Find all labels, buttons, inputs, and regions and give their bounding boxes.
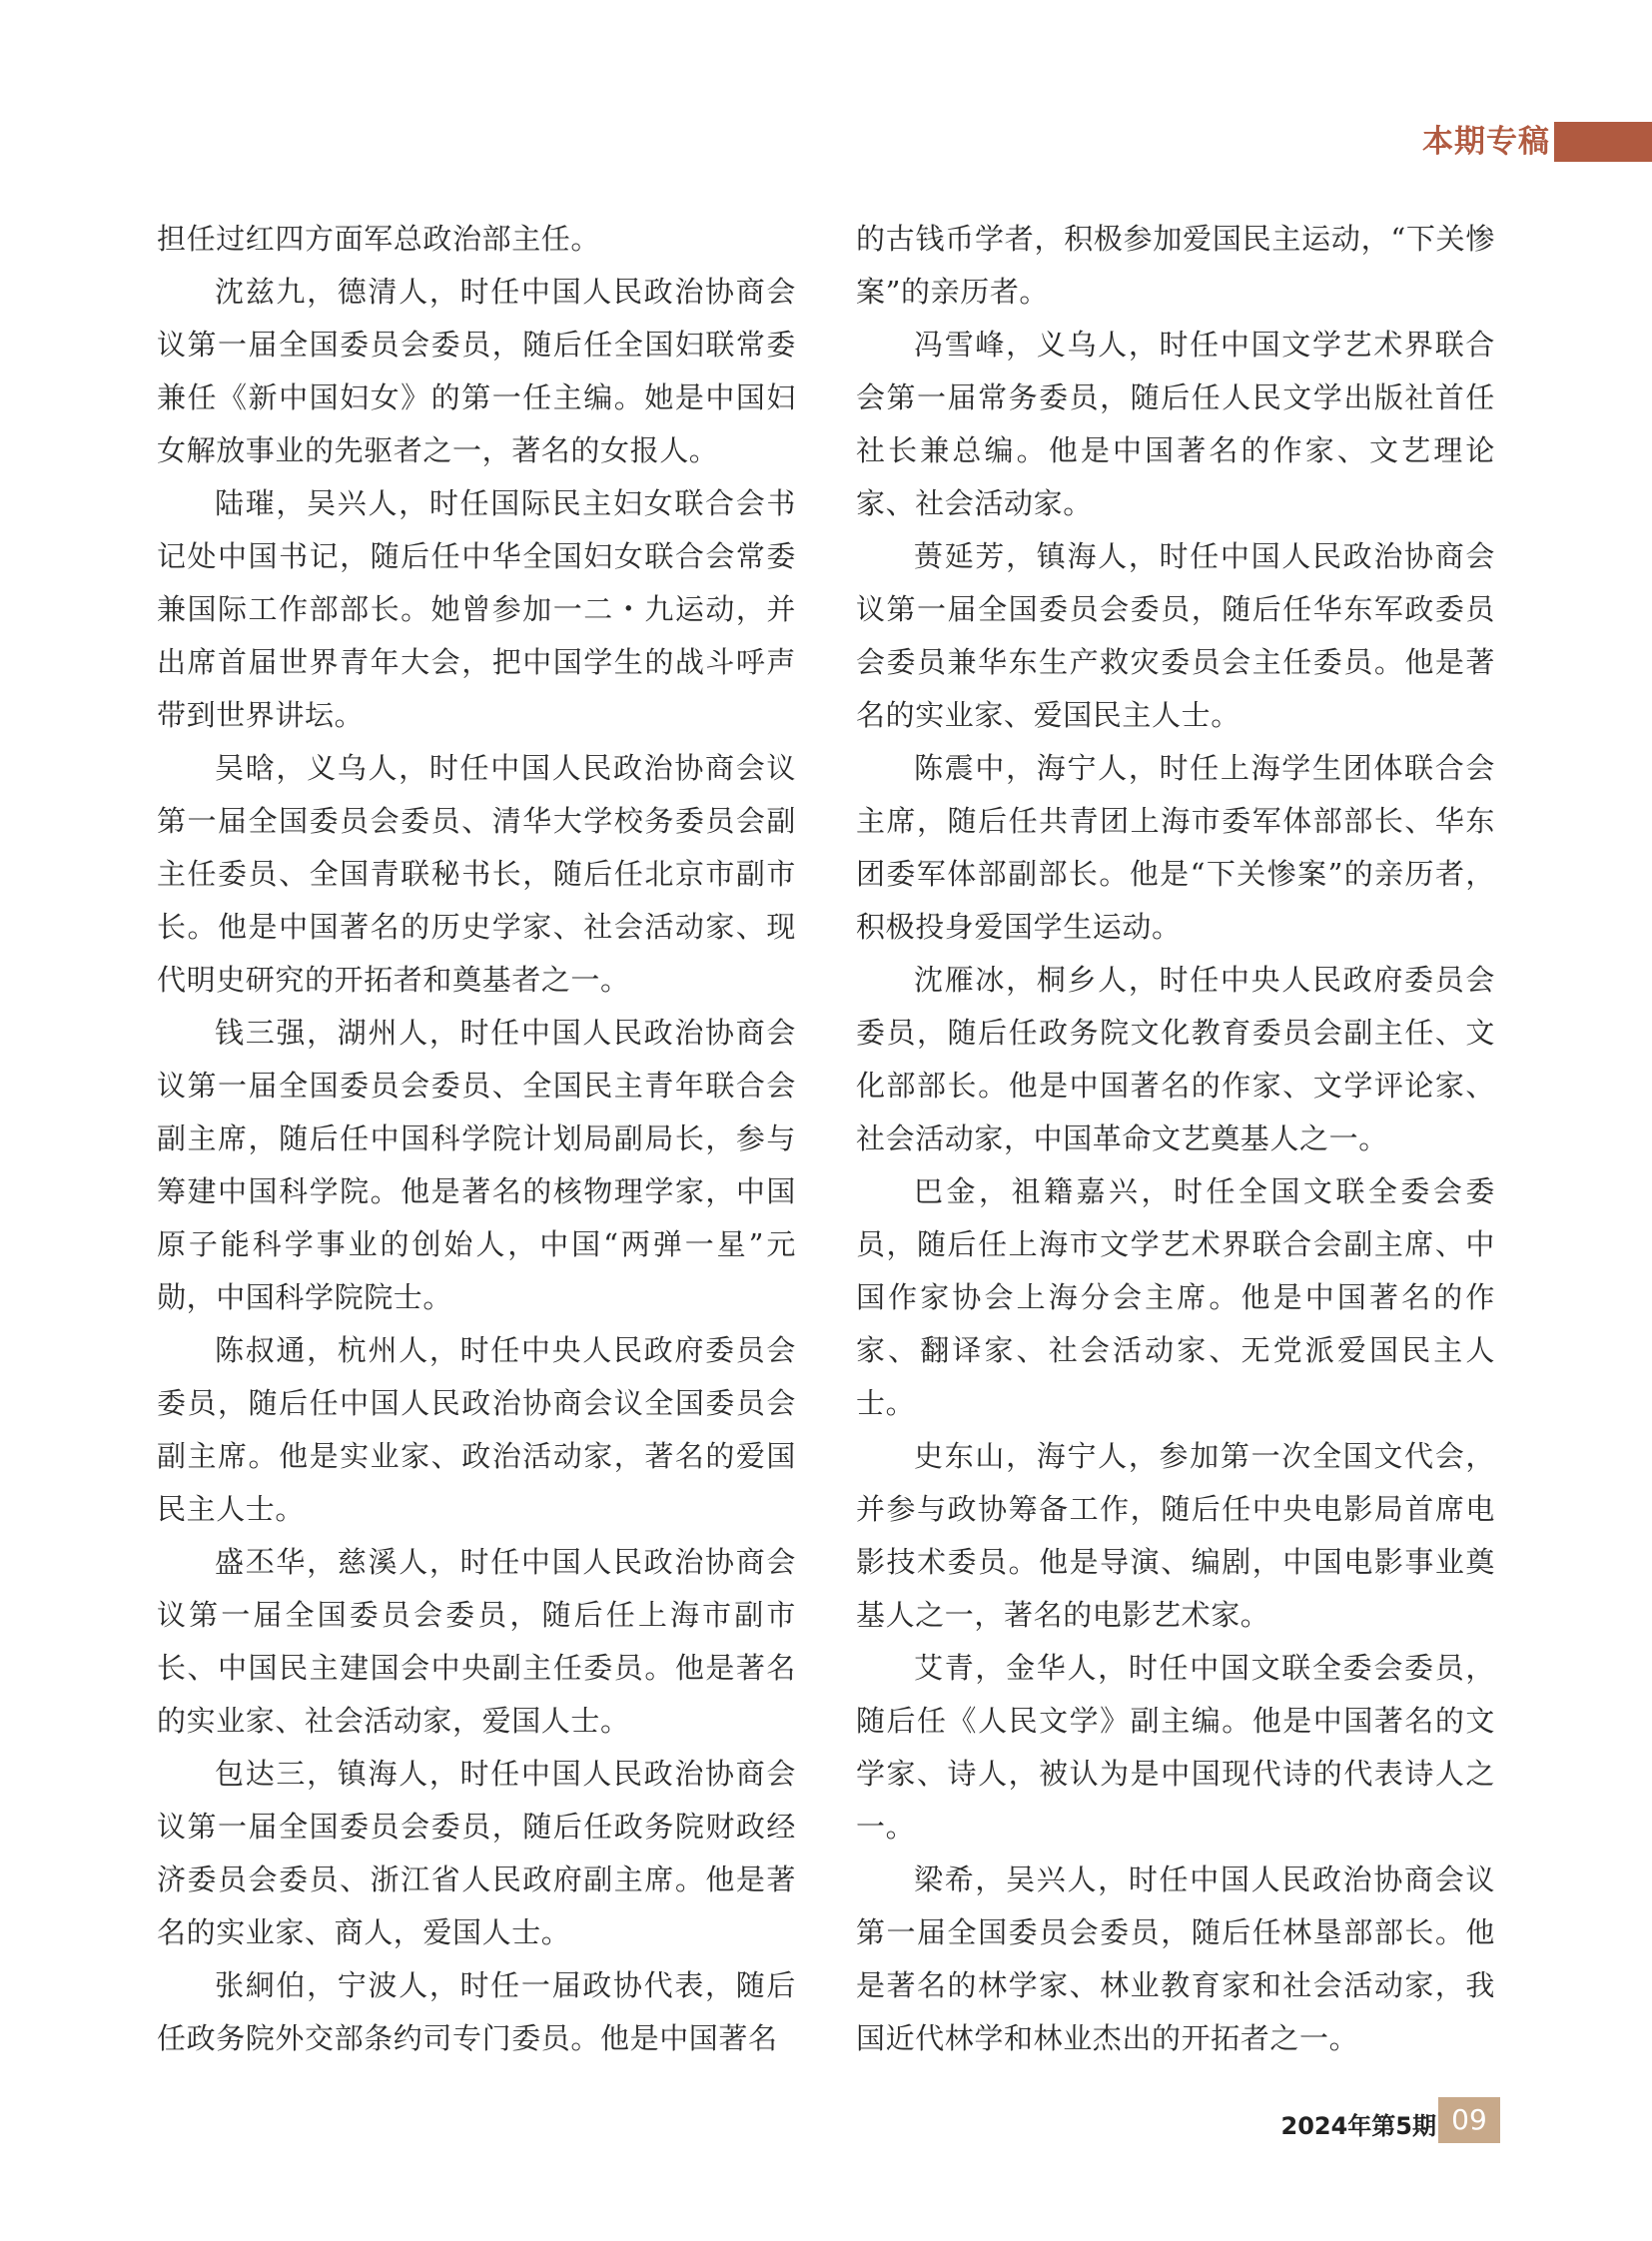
left-column — [157, 213, 796, 2065]
paragraph: 吴晗，义乌人，时任中国人民政治协商会议第一届全国委员会委员、清华大学校务委员会副主任委员、全国青联秘书长，随后任北京市副市长。他是中国著名的历史学家、社会活动家、现代明史研究的开拓者和奠基者之一。 — [157, 751, 796, 997]
section-title: 本期专稿 — [1422, 124, 1550, 160]
paragraph: 梁希，吴兴人，时任中国人民政治协商会议第一届全国委员会委员，随后任林垦部部长。他是著名的林学家、林业教育家和社会活动家，我国近代林学和林业杰出的开拓者之一。 — [856, 1863, 1495, 2055]
paragraph: 陈叔通，杭州人，时任中央人民政府委员会委员，随后任中国人民政治协商会议全国委员会副主席。他是实业家、政治活动家，著名的爱国民主人士。 — [157, 1333, 796, 1526]
paragraph: 沈雁冰，桐乡人，时任中央人民政府委员会委员，随后任政务院文化教育委员会副主任、文化部部长。他是中国著名的作家、文学评论家、社会活动家，中国革命文艺奠基人之一。 — [856, 963, 1495, 1155]
paragraph: 钱三强，湖州人，时任中国人民政治协商会议第一届全国委员会委员、全国民主青年联合会副主席，随后任中国科学院计划局副局长，参与筹建中国科学院。他是著名的核物理学家，中国原子能科学事业的创始人，中国“两弹一星”元勋，中国科学院院士。 — [157, 1016, 796, 1314]
paragraph: 的古钱币学者，积极参加爱国民主运动，“下关惨案”的亲历者。 — [856, 222, 1495, 309]
paragraph: 陈震中，海宁人，时任上海学生团体联合会主席，随后任共青团上海市委军体部部长、华东团委军体部副部长。他是“下关惨案”的亲历者，积极投身爱国学生运动。 — [856, 751, 1495, 944]
paragraph: 张絅伯，宁波人，时任一届政协代表，随后任政务院外交部条约司专门委员。他是中国著名 — [157, 1968, 796, 2055]
paragraph: 陆璀，吴兴人，时任国际民主妇女联合会书记处中国书记，随后任中华全国妇女联合会常委兼国际工作部部长。她曾参加一二・九运动，并出席首届世界青年大会，把中国学生的战斗呼声带到世界讲坛。 — [157, 486, 796, 732]
paragraph: 担任过红四方面军总政治部主任。 — [157, 222, 601, 256]
right-column — [856, 213, 1495, 2065]
paragraph: 包达三，镇海人，时任中国人民政治协商会议第一届全国委员会委员，随后任政务院财政经济委员会委员、浙江省人民政府副主席。他是著名的实业家、商人，爱国人士。 — [157, 1757, 796, 1949]
issue-label: 2024年第5期 — [1280, 2112, 1436, 2140]
paragraph: 冯雪峰，义乌人，时任中国文学艺术界联合会第一届常务委员，随后任人民文学出版社首任社长兼总编。他是中国著名的作家、文艺理论家、社会活动家。 — [856, 328, 1495, 520]
paragraph: 巴金，祖籍嘉兴，时任全国文联全委会委员，随后任上海市文学艺术界联合会副主席、中国作家协会上海分会主席。他是中国著名的作家、翻译家、社会活动家、无党派爱国民主人士。 — [856, 1174, 1495, 1420]
paragraph: 盛丕华，慈溪人，时任中国人民政治协商会议第一届全国委员会委员，随后任上海市副市长、中国民主建国会中央副主任委员。他是著名的实业家、社会活动家，爱国人士。 — [157, 1545, 796, 1738]
section-title-bar — [1554, 122, 1652, 162]
paragraph: 沈兹九，德清人，时任中国人民政治协商会议第一届全国委员会委员，随后任全国妇联常委兼任《新中国妇女》的第一任主编。她是中国妇女解放事业的先驱者之一，著名的女报人。 — [157, 275, 796, 467]
paragraph: 艾青，金华人，时任中国文联全委会委员，随后任《人民文学》副主编。他是中国著名的文学家、诗人，被认为是中国现代诗的代表诗人之一。 — [856, 1651, 1495, 1844]
page-number: 09 — [1438, 2097, 1500, 2143]
paragraph: 史东山，海宁人，参加第一次全国文代会，并参与政协筹备工作，随后任中央电影局首席电影技术委员。他是导演、编剧，中国电影事业奠基人之一，著名的电影艺术家。 — [856, 1439, 1495, 1632]
paragraph: 蒉延芳，镇海人，时任中国人民政治协商会议第一届全国委员会委员，随后任华东军政委员会委员兼华东生产救灾委员会主任委员。他是著名的实业家、爱国民主人士。 — [856, 539, 1495, 732]
